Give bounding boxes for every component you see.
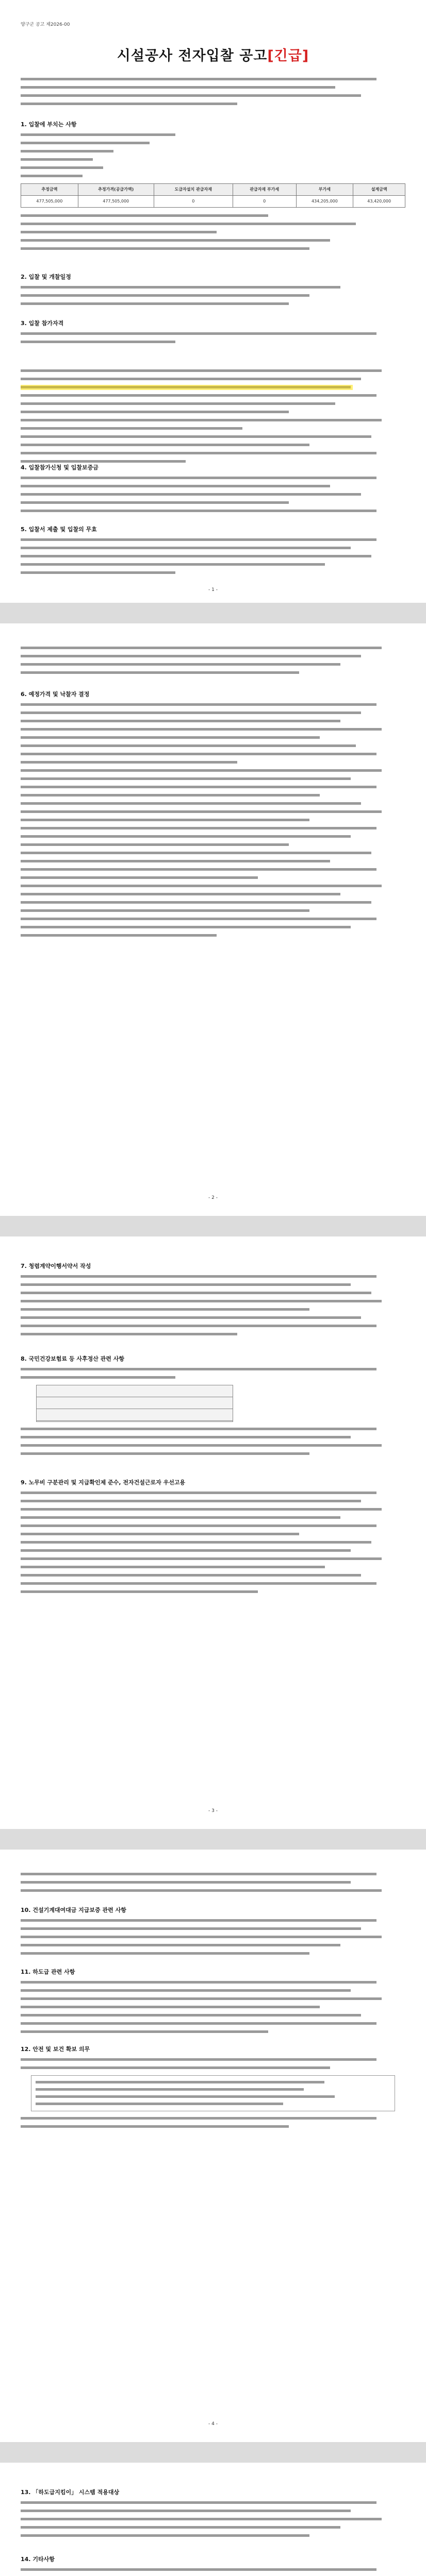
- notice-title: [0, 44, 426, 64]
- section-9-heading: 9. 노무비 구분관리 및 지급확인제 준수, 전자건설근로자 우선고용: [21, 1479, 186, 1486]
- bid-cell-6: 43,420,000: [353, 196, 405, 208]
- page-separator: [0, 1216, 426, 1236]
- page-number-1: - 1 -: [208, 587, 218, 592]
- section-7: [21, 1262, 405, 1338]
- section-8-heading: 8. 국민건강보험료 등 사후정산 관련 사항: [21, 1355, 124, 1362]
- bid-cell-1: 477,505,000: [21, 196, 78, 208]
- section-1: [21, 121, 405, 253]
- section-11: [21, 1968, 405, 2036]
- insurance-table: [36, 1385, 233, 1422]
- section-13-heading: 13. 「하도급지킴이」 시스템 적용대상: [21, 2489, 120, 2496]
- bid-cell-2: 477,505,000: [78, 196, 154, 208]
- section-14: [21, 2555, 405, 2576]
- document-page-4: [0, 1850, 426, 2442]
- page-separator: [0, 1829, 426, 1850]
- section-6-heading: 6. 예정가격 및 낙찰자 결정: [21, 691, 90, 698]
- section-6: [21, 690, 405, 940]
- section-5-continued: [21, 644, 405, 677]
- section-2: [21, 273, 405, 308]
- bid-amount-table: [21, 183, 405, 208]
- page-number-2: - 2 -: [208, 1195, 218, 1200]
- section-5-heading: 5. 입찰서 제출 및 입찰의 무효: [21, 526, 97, 533]
- section-7-heading: 7. 청렴계약이행서약서 작성: [21, 1263, 91, 1269]
- title-main: 시설공사 전자입찰 공고: [117, 48, 268, 64]
- section-4: [21, 464, 405, 515]
- section-8: [21, 1355, 405, 1458]
- page-separator: [0, 603, 426, 623]
- section-13: [21, 2488, 405, 2540]
- document-page-2: [0, 623, 426, 1216]
- safety-notice-box: [31, 2075, 395, 2111]
- bid-col-1: 추정금액: [21, 184, 78, 196]
- bid-col-5: 부가세: [296, 184, 353, 196]
- page-number-4: - 4 -: [208, 2421, 218, 2427]
- page-number-3: - 3 -: [208, 1808, 218, 1814]
- document-page-3: [0, 1236, 426, 1829]
- section-10-heading: 10. 건설기계대여대금 지급보증 관련 사항: [21, 1907, 126, 1913]
- bid-col-6: 설계금액: [353, 184, 405, 196]
- bid-col-2: 추정가격(공급가액): [78, 184, 154, 196]
- document-page-1: [0, 0, 426, 603]
- section-10: [21, 1906, 405, 1958]
- section-4-heading: 4. 입찰참가신청 및 입찰보증금: [21, 464, 99, 471]
- document-page-5: [0, 2463, 426, 2576]
- page-separator: [0, 2442, 426, 2463]
- section-9-continued: [21, 1870, 405, 1895]
- section-1-heading: 1. 입찰에 부치는 사항: [21, 121, 77, 128]
- urgent-label: [긴급]: [267, 48, 309, 64]
- intro-paragraph: [21, 75, 405, 108]
- notice-number: 양구군 공고 제2026-00: [21, 22, 70, 27]
- bid-col-4: 관급자재 부가세: [233, 184, 296, 196]
- section-3-heading: 3. 입찰 참가자격: [21, 320, 64, 327]
- section-2-heading: 2. 입찰 및 개찰일정: [21, 274, 71, 280]
- section-12-heading: 12. 안전 및 보건 확보 의무: [21, 2046, 90, 2053]
- section-11-heading: 11. 하도급 관련 사항: [21, 1969, 75, 1975]
- section-3: [21, 319, 405, 466]
- section-12: [21, 2045, 405, 2131]
- bid-cell-3: 0: [154, 196, 233, 208]
- bid-cell-4: 0: [233, 196, 296, 208]
- bid-col-3: 도급자설치 관급자재: [154, 184, 233, 196]
- bid-cell-5: 434,205,000: [296, 196, 353, 208]
- section-14-heading: 14. 기타사항: [21, 2556, 55, 2563]
- section-9: [21, 1479, 405, 1596]
- section-5: [21, 526, 405, 577]
